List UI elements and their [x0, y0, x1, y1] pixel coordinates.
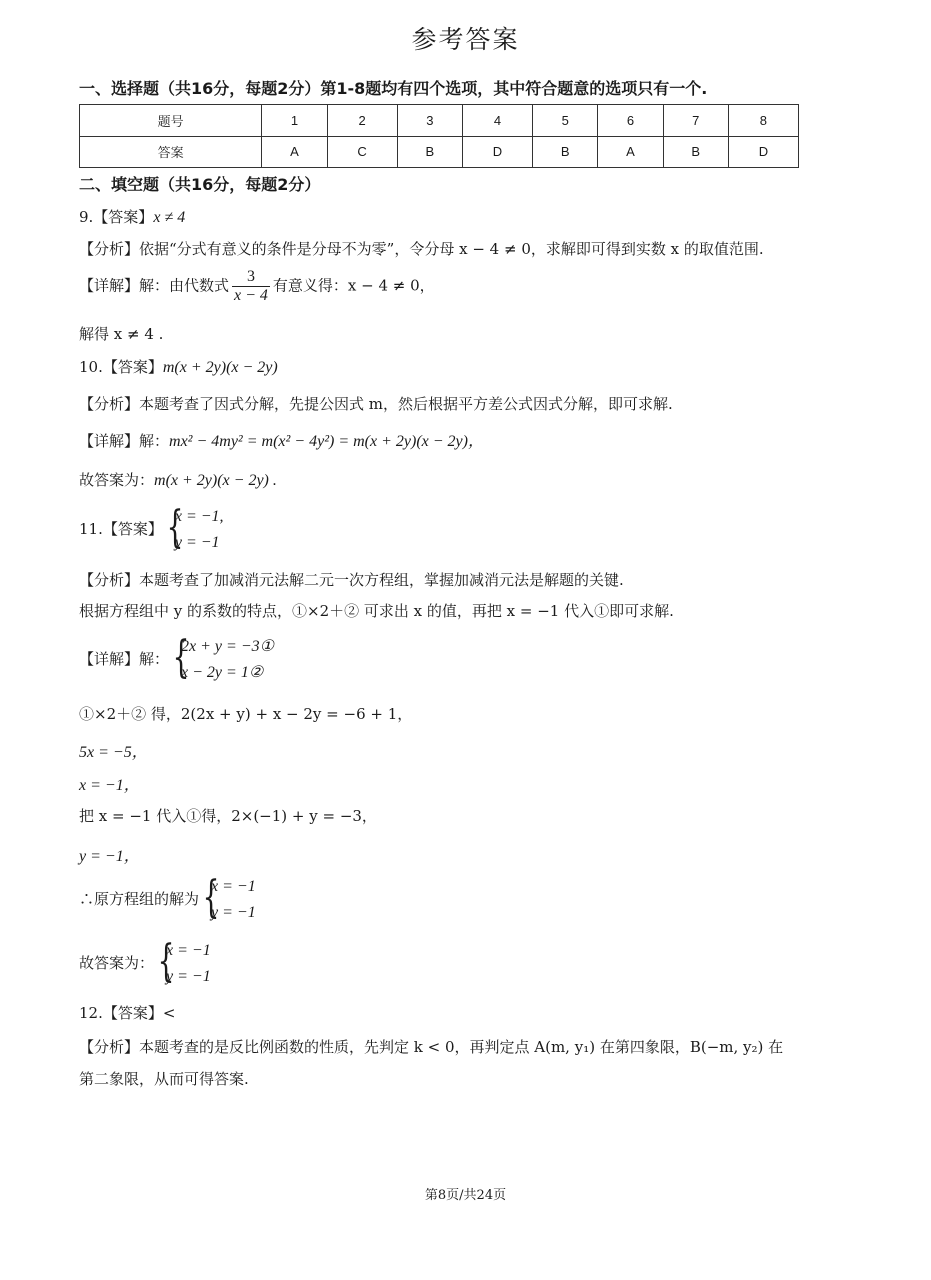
table-cell: B [533, 136, 598, 168]
q11-sol-row1: { x = −1 [211, 878, 256, 895]
q10-final [79, 469, 277, 490]
q11-step-1: ①×2＋② 得，2(2x + y) + x − 2y = −6 + 1， [79, 705, 413, 723]
q12-answer: 12.【答案】< [79, 1004, 176, 1022]
table-cell: 7 [663, 105, 728, 137]
q9-answer-prefix: 9.【答案】 [79, 208, 154, 226]
q11-final-system [154, 938, 211, 990]
table-row-answers [80, 136, 799, 168]
table-cell: D [728, 136, 798, 168]
q11-step-2: 5x = −5， [79, 744, 148, 761]
q10-detail-prefix: 【详解】解： [79, 432, 170, 450]
table-cell: B [663, 136, 728, 168]
table-cell: 6 [598, 105, 663, 137]
page-title: 参考答案 [411, 25, 520, 54]
q10-final-math: m(x + 2y)(x − 2y) . [154, 472, 277, 489]
q11-answer-row2: y = −1 [174, 534, 220, 551]
q11-step-4: 把 x = −1 代入①得，2×(−1) + y = −3， [79, 807, 377, 825]
table-cell: 3 [397, 105, 462, 137]
q9-answer [79, 206, 185, 227]
q11-sol-row2: y = −1 [211, 904, 256, 921]
table-cell: 8 [728, 105, 798, 137]
q11-detail [79, 634, 274, 686]
table-cell: D [462, 136, 532, 168]
q11-solution [79, 874, 256, 926]
q11-step-3: x = −1， [79, 777, 140, 794]
q9-frac-den: x − 4 [234, 287, 268, 304]
table-header-label: 题号 [80, 105, 262, 137]
q10-answer [79, 356, 278, 377]
table-cell: 1 [262, 105, 327, 137]
q11-detail-prefix: 【详解】解： [79, 650, 170, 668]
q9-result: 解得 x ≠ 4 . [79, 325, 164, 343]
q9-fraction [232, 268, 270, 305]
q11-analysis-1: 【分析】本题考查了加减消元法解二元一次方程组，掌握加减消元法是解题的关键. [79, 571, 624, 589]
q10-analysis: 【分析】本题考查了因式分解，先提公因式 m，然后根据平方差公式因式分解，即可求解. [79, 395, 673, 413]
q11-answer-system [163, 504, 224, 556]
table-cell: B [397, 136, 462, 168]
q11-detail-row1: { 2x + y = −3① [181, 638, 274, 655]
q10-detail-math: mx² − 4my² = m(x² − 4y²) = m(x + 2y)(x − 2y)， [169, 433, 484, 450]
section-2-heading: 二、填空题（共16分，每题2分） [79, 175, 321, 194]
q11-answer-row1: { x = −1, [174, 508, 224, 525]
q11-solution-system [199, 874, 256, 926]
table-cell: C [327, 136, 397, 168]
q9-answer-math: x ≠ 4 [153, 209, 186, 226]
q9-detail-suffix: 有意义得：x − 4 ≠ 0， [272, 276, 435, 295]
q11-final [79, 938, 211, 990]
section-1-heading: 一、选择题（共16分，每题2分）第1-8题均有四个选项，其中符合题意的选项只有一个. [79, 79, 708, 98]
q10-final-prefix: 故答案为： [79, 471, 155, 489]
q11-answer-prefix: 11.【答案】 [79, 520, 163, 538]
q10-answer-prefix: 10.【答案】 [79, 358, 163, 376]
q11-solution-prefix: ∴原方程组的解为 [79, 890, 200, 908]
table-cell: 4 [462, 105, 532, 137]
q11-analysis-2: 根据方程组中 y 的系数的特点，①×2＋② 可求出 x 的值，再把 x = −1 代入①即可求解. [79, 602, 674, 620]
q11-final-row1: { x = −1 [166, 942, 211, 959]
table-cell: 5 [533, 105, 598, 137]
q11-detail-system [169, 634, 274, 686]
page-footer: 第8页/共24页 [424, 1188, 507, 1203]
q11-answer [79, 504, 224, 556]
q11-final-prefix: 故答案为： [79, 954, 155, 972]
table-cell: A [262, 136, 327, 168]
q9-analysis: 【分析】依据“分式有意义的条件是分母不为零”，令分母 x − 4 ≠ 0，求解即可得到实数 x 的取值范围. [79, 240, 764, 258]
q9-frac-num: 3 [232, 268, 270, 287]
q10-answer-math: m(x + 2y)(x − 2y) [162, 359, 278, 376]
table-cell: 2 [327, 105, 397, 137]
q9-detail [79, 268, 435, 305]
q11-detail-row2: x − 2y = 1② [181, 664, 264, 681]
q10-detail [79, 428, 484, 451]
q9-detail-prefix: 【详解】解：由代数式 [79, 276, 230, 295]
q12-analysis-1: 【分析】本题考查的是反比例函数的性质，先判定 k < 0，再判定点 A(m, y₁) 在第四象限，B(−m, y₂) 在 [79, 1038, 784, 1056]
table-cell: A [598, 136, 663, 168]
table-answer-label: 答案 [80, 136, 262, 168]
q11-step-5: y = −1， [79, 848, 140, 865]
answer-table [79, 104, 799, 168]
q11-final-row2: y = −1 [166, 968, 211, 985]
table-row-numbers [80, 105, 799, 137]
q12-analysis-2: 第二象限，从而可得答案. [79, 1070, 249, 1088]
